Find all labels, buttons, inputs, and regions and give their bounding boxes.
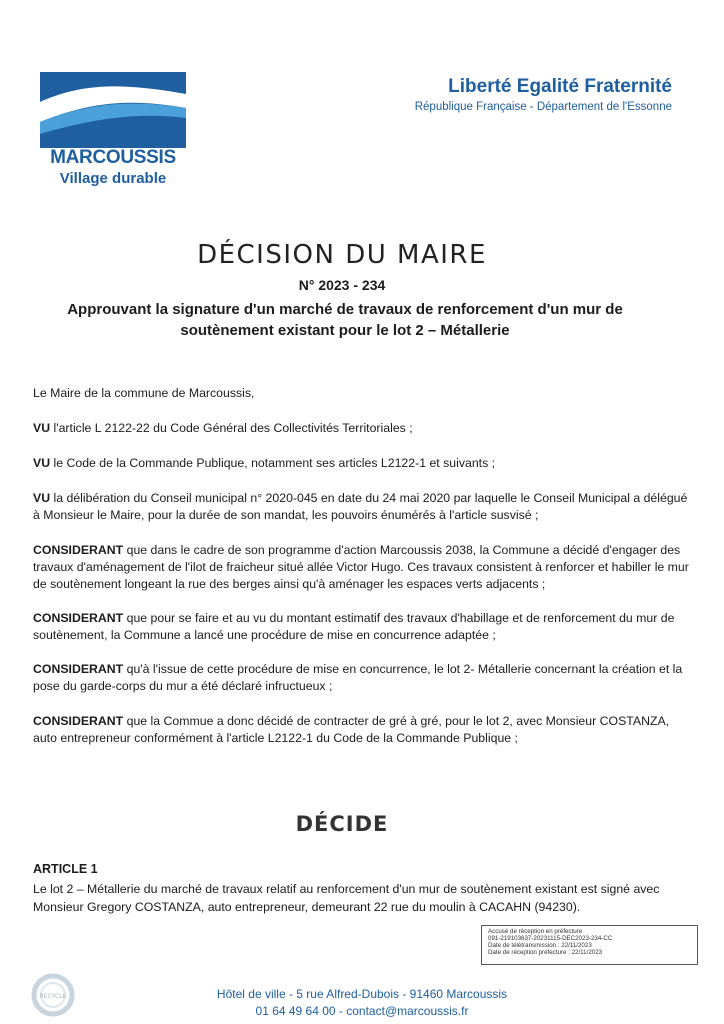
considerant-paragraph bbox=[33, 661, 693, 695]
stamp-line-2: 091-219103637-20231115-DEC2023-234-CC bbox=[488, 935, 613, 942]
paragraph-lead: CONSIDERANT bbox=[33, 543, 124, 557]
vu-paragraph bbox=[33, 490, 693, 524]
logo-wave-icon bbox=[40, 72, 188, 150]
decision-number: N° 2023 - 234 bbox=[298, 277, 386, 293]
logo-name: MARCOUSSIS bbox=[50, 147, 176, 168]
paragraph-lead: CONSIDERANT bbox=[33, 611, 124, 625]
subject-line-2: soutènement existant pour le lot 2 – Métallerie bbox=[180, 322, 510, 339]
footer-contact: 01 64 49 64 00 - contact@marcoussis.fr bbox=[255, 1004, 469, 1018]
recycle-label: RECYCLE bbox=[39, 993, 67, 1000]
vu-paragraph bbox=[33, 420, 693, 437]
paragraph-text: qu'à l'issue de cette procédure de mise en concurrence, le lot 2- Métallerie concernant la création et la pose du garde-corps du mur a été déclaré infructueux ; bbox=[33, 662, 683, 693]
paragraph-text: Le Maire de la commune de Marcoussis, bbox=[33, 386, 255, 400]
paragraph-text: l'article L 2122-22 du Code Général des Collectivités Territoriales ; bbox=[50, 421, 413, 435]
motto-subtitle: République Française - Département de l'Essonne bbox=[414, 101, 672, 113]
decision-subject bbox=[40, 299, 650, 341]
article-1-body: Le lot 2 – Métallerie du marché de travaux relatif au renforcement d'un mur de soutènement existant est signé avec Monsieur Gregory COSTANZA, auto entrepreneur, demeurant 22 rue du moulin à CACAHN (94230). bbox=[33, 882, 660, 914]
footer-address: Hôtel de ville - 5 rue Alfred-Dubois - 91460 Marcoussis bbox=[216, 987, 508, 1001]
paragraph-lead: VU bbox=[33, 456, 51, 470]
paragraph-text: la délibération du Conseil municipal n° 2020-045 en date du 24 mai 2020 par laquelle le Conseil Municipal a délégué à Monsieur le Maire, pour la durée de son mandat, les pouvoirs énumérés à l'article susvisé ; bbox=[33, 491, 688, 522]
considerant-paragraph bbox=[33, 610, 693, 644]
considerant-paragraph bbox=[33, 713, 693, 747]
stamp-line-1: Accusé de réception en préfecture bbox=[488, 928, 583, 935]
logo-tagline: Village durable bbox=[59, 170, 167, 187]
paragraph-text: que pour se faire et au vu du montant estimatif des travaux d'habillage et de renforcement du mur de soutènement, la Commune a lancé une procédure de mise en concurrence adaptée ; bbox=[33, 611, 675, 642]
paragraph-text: que la Commue a donc décidé de contracter de gré à gré, pour le lot 2, avec Monsieur COSTANZA, auto entrepreneur conformément à l'article L2122-1 du Code de la Commande Publique ; bbox=[33, 714, 670, 745]
republic-motto bbox=[415, 76, 672, 113]
marcoussis-logo bbox=[40, 72, 188, 192]
decide-heading: DÉCIDE bbox=[295, 812, 389, 836]
motto-text: Liberté Egalité Fraternité bbox=[448, 76, 672, 97]
stamp-line-3: Date de télétransmission : 22/11/2023 bbox=[488, 942, 592, 949]
paragraph-text: le Code de la Commande Publique, notamment ses articles L2122-1 et suivants ; bbox=[50, 456, 496, 470]
paragraph-text: que dans le cadre de son programme d'action Marcoussis 2038, la Commune a décidé d'engager des travaux d'aménagement de l'ilot de fraicheur situé allée Victor Hugo. Ces travaux consistent à renforcer et habiller le mur de soutènement longeant la rue des berges ainsi qu'à aménager les espaces verts adjacents ; bbox=[33, 543, 689, 591]
vu-paragraph bbox=[33, 455, 693, 472]
article-1-title: ARTICLE 1 bbox=[33, 862, 98, 876]
paragraph-lead: CONSIDERANT bbox=[33, 662, 124, 676]
prefecture-receipt-stamp bbox=[481, 925, 698, 965]
stamp-line-4: Date de réception préfecture : 22/11/2023 bbox=[488, 949, 603, 956]
paragraph-lead: VU bbox=[33, 491, 51, 505]
paragraph-lead: VU bbox=[33, 421, 51, 435]
subject-line-1: Approuvant la signature d'un marché de travaux de renforcement d'un mur de bbox=[67, 301, 623, 318]
page-footer bbox=[0, 986, 724, 1020]
considerant-paragraph bbox=[33, 542, 693, 593]
page-title: DÉCISION DU MAIRE bbox=[197, 240, 487, 270]
paragraph-lead: CONSIDERANT bbox=[33, 714, 124, 728]
preamble-paragraph bbox=[33, 385, 693, 402]
